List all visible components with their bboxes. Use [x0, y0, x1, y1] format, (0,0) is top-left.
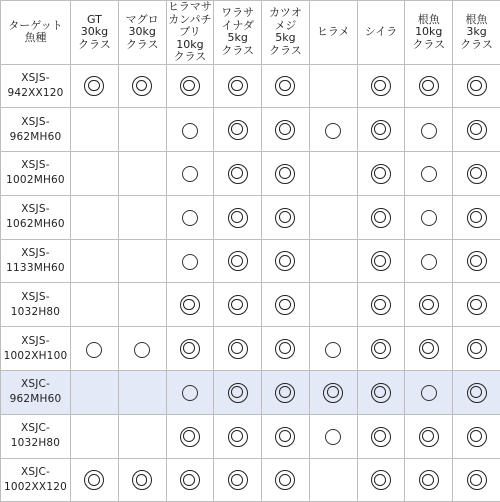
- rating-cell: [118, 239, 166, 283]
- double-circle-icon: [275, 383, 295, 403]
- double-circle-icon: [371, 76, 391, 96]
- table-row: [1, 283, 500, 327]
- rating-cell: [214, 195, 262, 239]
- rating-cell: [166, 414, 214, 458]
- double-circle-icon: [419, 76, 439, 96]
- double-circle-icon: [371, 295, 391, 315]
- rating-cell: [309, 152, 357, 196]
- rating-cell: [405, 195, 453, 239]
- table-row: [1, 108, 500, 152]
- rating-cell: [405, 108, 453, 152]
- circle-icon: [182, 210, 198, 226]
- header-row: [1, 1, 500, 65]
- double-circle-icon: [371, 339, 391, 359]
- rating-cell: [309, 239, 357, 283]
- rating-cell: [357, 371, 405, 415]
- rod-model: XSJC- 1032H80: [1, 414, 71, 458]
- table-row: [1, 239, 500, 283]
- rod-model: XSJC- 962MH60: [1, 371, 71, 415]
- table-row: [1, 64, 500, 108]
- double-circle-icon: [275, 251, 295, 271]
- rating-cell: [262, 152, 310, 196]
- rating-cell: [166, 64, 214, 108]
- rating-cell: [71, 64, 119, 108]
- double-circle-icon: [467, 76, 487, 96]
- double-circle-icon: [467, 164, 487, 184]
- column-header: マグロ 30kg クラス: [118, 1, 166, 65]
- rating-cell: [309, 327, 357, 371]
- rating-cell: [118, 371, 166, 415]
- rating-cell: [214, 152, 262, 196]
- table-row: [1, 327, 500, 371]
- rating-cell: [405, 283, 453, 327]
- double-circle-icon: [371, 383, 391, 403]
- rating-cell: [71, 108, 119, 152]
- double-circle-icon: [467, 120, 487, 140]
- table-row: [1, 458, 500, 502]
- rating-cell: [166, 283, 214, 327]
- double-circle-icon: [275, 76, 295, 96]
- rating-cell: [309, 414, 357, 458]
- double-circle-icon: [180, 76, 200, 96]
- rating-cell: [262, 327, 310, 371]
- double-circle-icon: [275, 427, 295, 447]
- column-header: GT 30kg クラス: [71, 1, 119, 65]
- rating-cell: [405, 371, 453, 415]
- rating-cell: [118, 195, 166, 239]
- rating-cell: [405, 239, 453, 283]
- rating-cell: [405, 327, 453, 371]
- circle-icon: [182, 123, 198, 139]
- column-header: ワラサ イナダ 5kg クラス: [214, 1, 262, 65]
- column-header: ヒラマサ カンパチ ブリ 10kg クラス: [166, 1, 214, 65]
- double-circle-icon: [228, 470, 248, 490]
- rating-cell: [453, 458, 500, 502]
- rating-cell: [262, 239, 310, 283]
- rating-cell: [357, 239, 405, 283]
- rating-cell: [309, 371, 357, 415]
- circle-icon: [182, 385, 198, 401]
- rating-cell: [71, 414, 119, 458]
- rating-cell: [166, 152, 214, 196]
- rating-cell: [118, 108, 166, 152]
- table-row: [1, 414, 500, 458]
- rating-cell: [71, 327, 119, 371]
- double-circle-icon: [275, 120, 295, 140]
- rating-cell: [262, 414, 310, 458]
- column-header: 根魚 10kg クラス: [405, 1, 453, 65]
- double-circle-icon: [275, 295, 295, 315]
- rating-cell: [214, 371, 262, 415]
- rating-cell: [71, 458, 119, 502]
- double-circle-icon: [371, 427, 391, 447]
- double-circle-icon: [467, 470, 487, 490]
- rating-cell: [118, 283, 166, 327]
- double-circle-icon: [419, 295, 439, 315]
- rating-cell: [214, 239, 262, 283]
- rating-cell: [357, 108, 405, 152]
- rating-cell: [405, 414, 453, 458]
- column-header: シイラ: [357, 1, 405, 65]
- rating-cell: [405, 152, 453, 196]
- rating-cell: [357, 152, 405, 196]
- rod-model: XSJS- 1002XH100: [1, 327, 71, 371]
- double-circle-icon: [371, 120, 391, 140]
- circle-icon: [421, 254, 437, 270]
- double-circle-icon: [467, 251, 487, 271]
- rod-model: XSJS- 1062MH60: [1, 195, 71, 239]
- rating-cell: [262, 458, 310, 502]
- double-circle-icon: [371, 164, 391, 184]
- rating-cell: [118, 64, 166, 108]
- rating-cell: [357, 327, 405, 371]
- double-circle-icon: [180, 470, 200, 490]
- rating-cell: [309, 458, 357, 502]
- double-circle-icon: [467, 208, 487, 228]
- rod-model: XSJS- 1002MH60: [1, 152, 71, 196]
- column-header: 根魚 3kg クラス: [453, 1, 500, 65]
- rating-cell: [309, 64, 357, 108]
- column-header: カツオ メジ 5kg クラス: [262, 1, 310, 65]
- double-circle-icon: [419, 339, 439, 359]
- double-circle-icon: [84, 470, 104, 490]
- circle-icon: [325, 342, 341, 358]
- double-circle-icon: [228, 427, 248, 447]
- double-circle-icon: [228, 76, 248, 96]
- double-circle-icon: [228, 295, 248, 315]
- double-circle-icon: [228, 164, 248, 184]
- rating-cell: [357, 64, 405, 108]
- rating-cell: [453, 195, 500, 239]
- rod-model: XSJS- 1133MH60: [1, 239, 71, 283]
- circle-icon: [182, 254, 198, 270]
- rating-cell: [405, 458, 453, 502]
- rating-cell: [71, 371, 119, 415]
- table-row: [1, 371, 500, 415]
- rod-model: XSJS- 962MH60: [1, 108, 71, 152]
- rating-cell: [309, 283, 357, 327]
- circle-icon: [421, 123, 437, 139]
- circle-icon: [325, 429, 341, 445]
- double-circle-icon: [467, 295, 487, 315]
- rating-cell: [214, 414, 262, 458]
- rating-cell: [118, 152, 166, 196]
- circle-icon: [421, 210, 437, 226]
- rating-cell: [71, 195, 119, 239]
- double-circle-icon: [467, 427, 487, 447]
- circle-icon: [325, 123, 341, 139]
- rating-cell: [214, 327, 262, 371]
- double-circle-icon: [228, 251, 248, 271]
- rating-cell: [71, 152, 119, 196]
- double-circle-icon: [467, 339, 487, 359]
- target-fish-label: ターゲット 魚種: [1, 1, 71, 65]
- double-circle-icon: [275, 164, 295, 184]
- double-circle-icon: [419, 427, 439, 447]
- double-circle-icon: [132, 76, 152, 96]
- rating-cell: [71, 283, 119, 327]
- double-circle-icon: [228, 208, 248, 228]
- table-body: [1, 64, 500, 502]
- rating-cell: [118, 458, 166, 502]
- double-circle-icon: [84, 76, 104, 96]
- rating-cell: [262, 64, 310, 108]
- rating-cell: [214, 283, 262, 327]
- double-circle-icon: [180, 295, 200, 315]
- double-circle-icon: [275, 470, 295, 490]
- rating-cell: [214, 458, 262, 502]
- rating-cell: [453, 371, 500, 415]
- double-circle-icon: [467, 383, 487, 403]
- table-row: [1, 152, 500, 196]
- rating-cell: [453, 239, 500, 283]
- rating-cell: [166, 239, 214, 283]
- circle-icon: [86, 342, 102, 358]
- double-circle-icon: [371, 208, 391, 228]
- rating-cell: [453, 108, 500, 152]
- rating-cell: [262, 195, 310, 239]
- rating-cell: [453, 283, 500, 327]
- double-circle-icon: [228, 383, 248, 403]
- circle-icon: [421, 385, 437, 401]
- rating-cell: [166, 108, 214, 152]
- circle-icon: [182, 166, 198, 182]
- circle-icon: [134, 342, 150, 358]
- double-circle-icon: [323, 383, 343, 403]
- rating-cell: [405, 64, 453, 108]
- rating-cell: [309, 195, 357, 239]
- rating-cell: [262, 371, 310, 415]
- table-row: [1, 195, 500, 239]
- rating-cell: [453, 152, 500, 196]
- rating-cell: [118, 327, 166, 371]
- rating-cell: [214, 64, 262, 108]
- double-circle-icon: [228, 120, 248, 140]
- rating-cell: [453, 64, 500, 108]
- rating-cell: [118, 414, 166, 458]
- rating-cell: [166, 327, 214, 371]
- rating-cell: [453, 327, 500, 371]
- double-circle-icon: [275, 339, 295, 359]
- rating-cell: [357, 414, 405, 458]
- double-circle-icon: [275, 208, 295, 228]
- rating-cell: [214, 108, 262, 152]
- double-circle-icon: [228, 339, 248, 359]
- rating-cell: [357, 283, 405, 327]
- double-circle-icon: [371, 251, 391, 271]
- double-circle-icon: [419, 470, 439, 490]
- rod-model: XSJS- 942XX120: [1, 64, 71, 108]
- rod-model: XSJC- 1002XX120: [1, 458, 71, 502]
- rating-cell: [166, 195, 214, 239]
- rating-cell: [71, 239, 119, 283]
- rod-model: XSJS- 1032H80: [1, 283, 71, 327]
- rating-cell: [166, 371, 214, 415]
- double-circle-icon: [132, 470, 152, 490]
- rating-cell: [166, 458, 214, 502]
- rating-cell: [357, 458, 405, 502]
- rating-cell: [453, 414, 500, 458]
- double-circle-icon: [180, 339, 200, 359]
- double-circle-icon: [371, 470, 391, 490]
- rating-cell: [262, 283, 310, 327]
- double-circle-icon: [180, 427, 200, 447]
- column-header: ヒラメ: [309, 1, 357, 65]
- circle-icon: [421, 166, 437, 182]
- rating-cell: [262, 108, 310, 152]
- rating-cell: [357, 195, 405, 239]
- rating-cell: [309, 108, 357, 152]
